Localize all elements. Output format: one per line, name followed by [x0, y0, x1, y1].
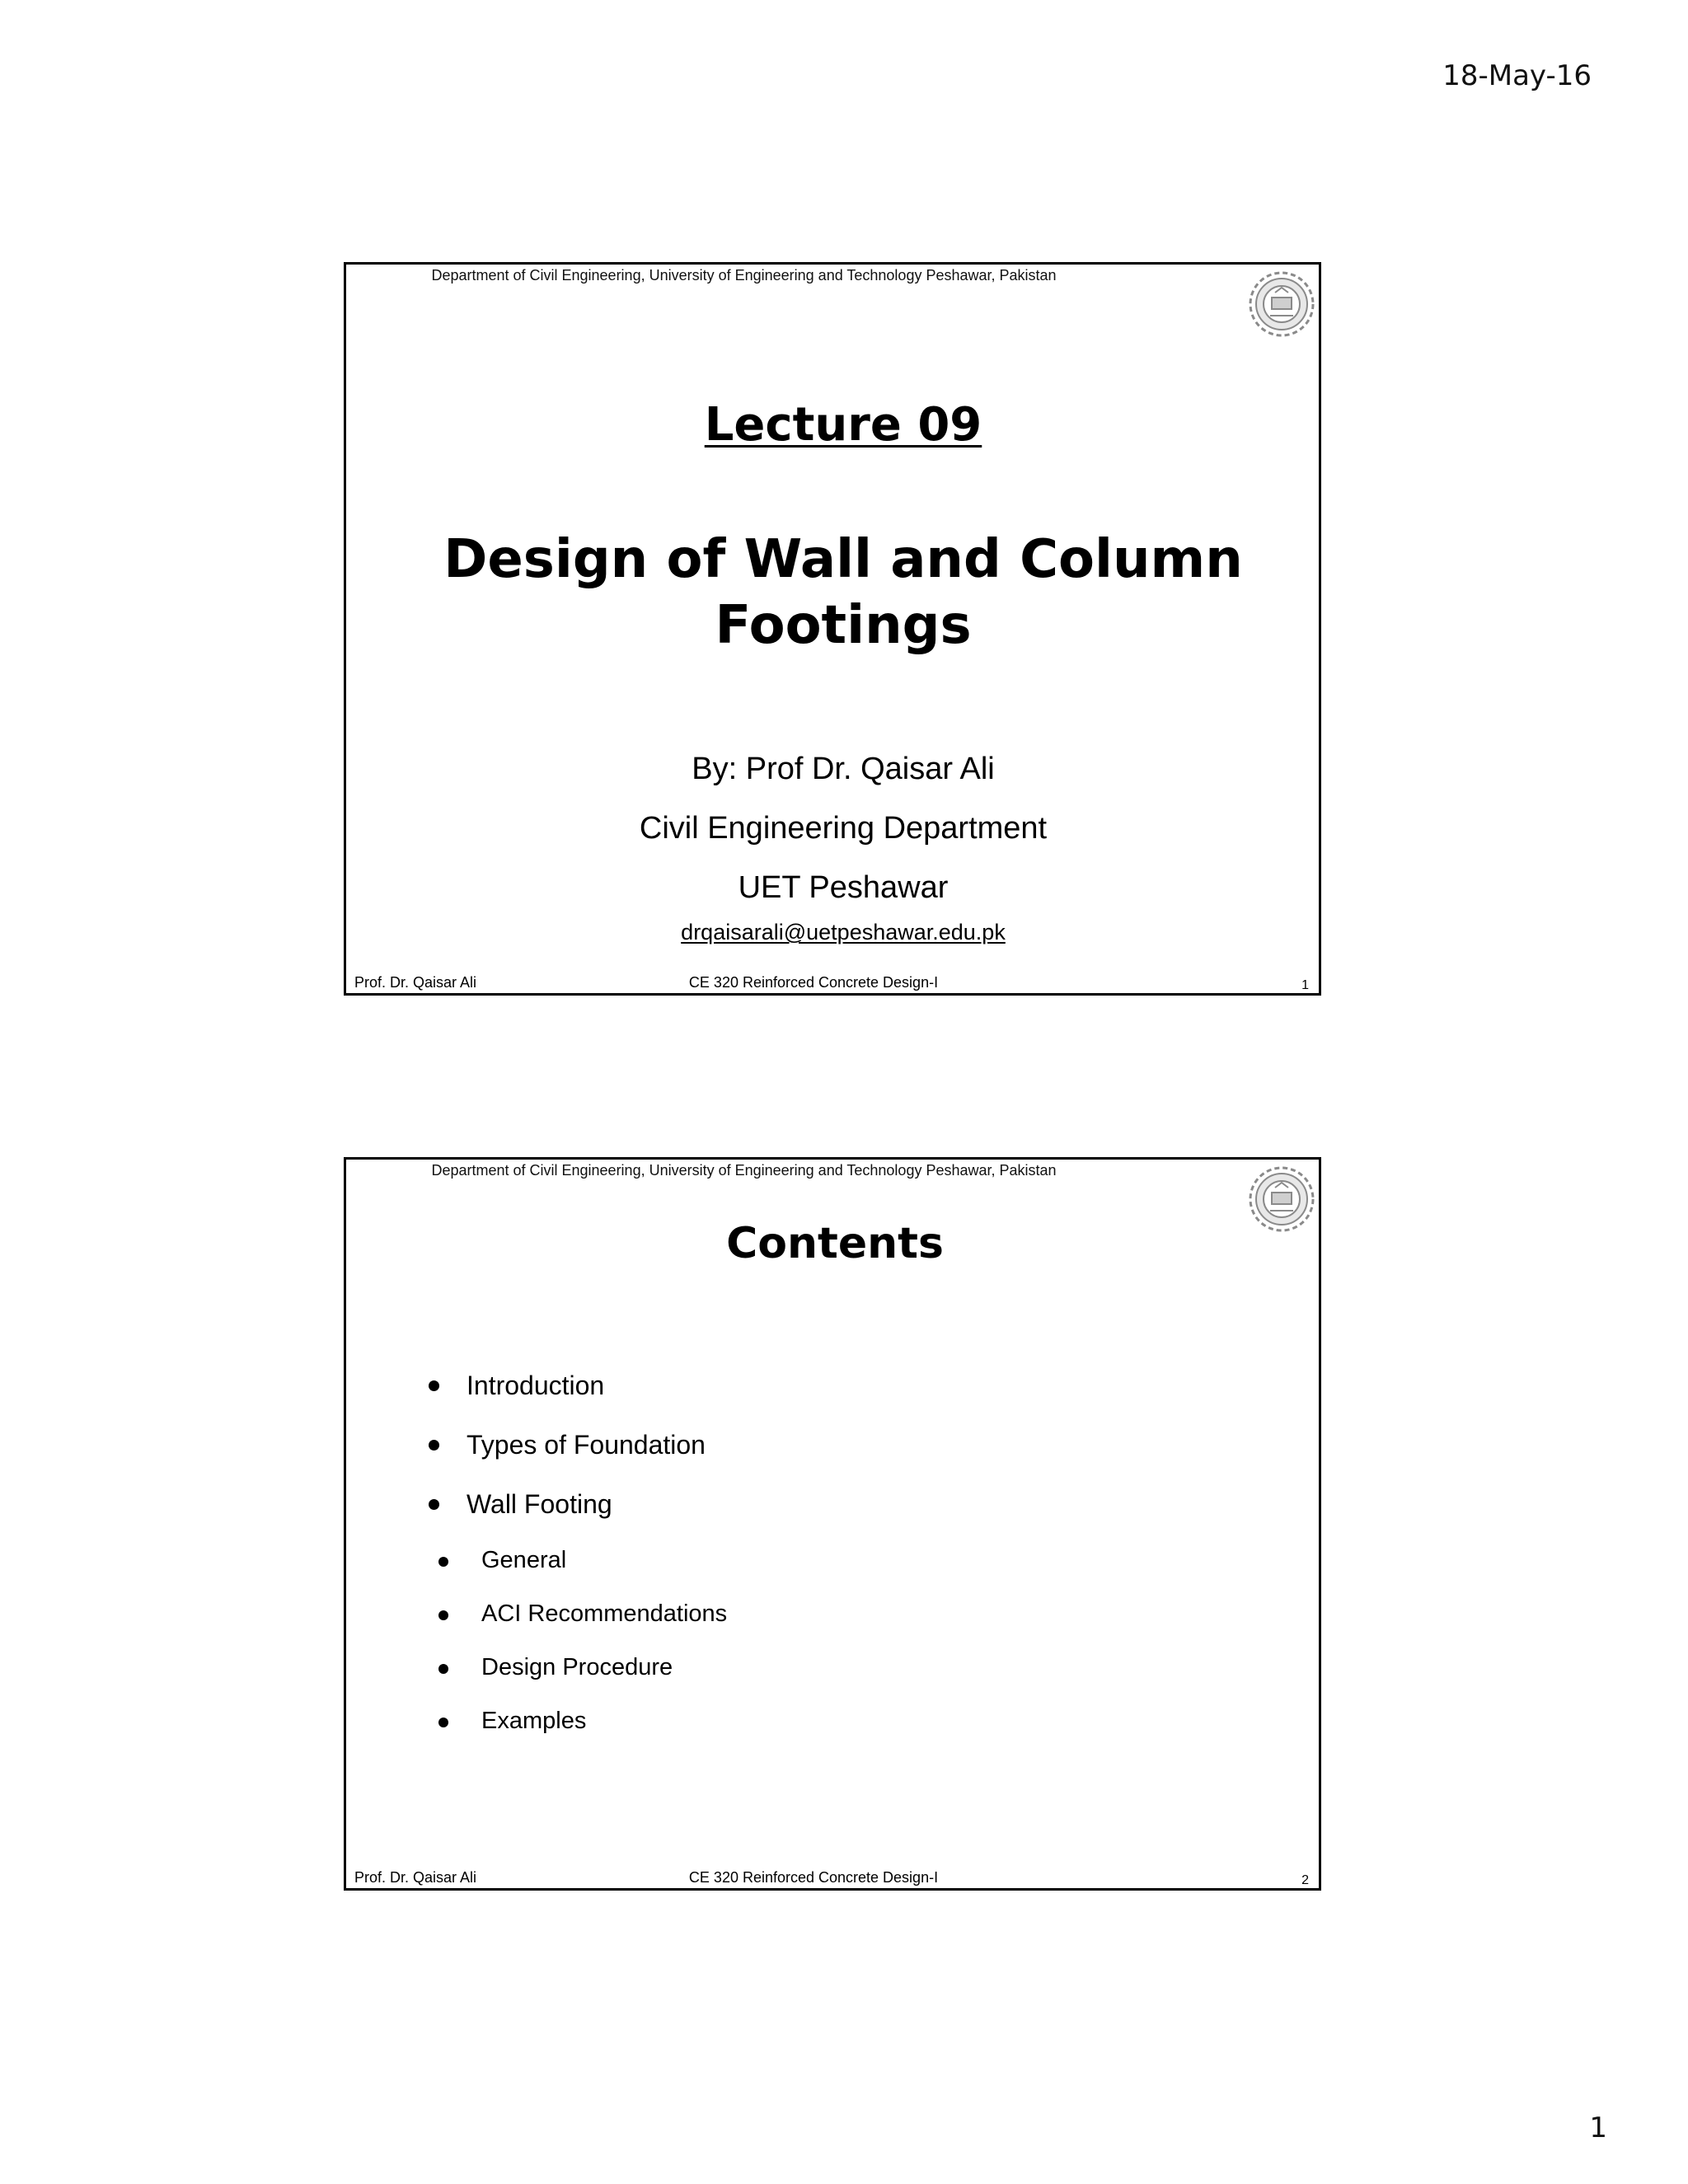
author-name: By: Prof Dr. Qaisar Ali [692, 752, 995, 786]
lecture-title-line-1: Design of Wall and Column [443, 529, 1243, 590]
slide-1 [344, 262, 1321, 996]
contents-subitem: Examples [438, 1694, 727, 1748]
page-date: 18-May-16 [1442, 59, 1592, 92]
page-number: 1 [1589, 2111, 1607, 2144]
slide-footer-author: Prof. Dr. Qaisar Ali [354, 1869, 477, 1886]
contents-item: Introduction [429, 1356, 727, 1415]
contents-item: Wall Footing [429, 1474, 727, 1534]
contents-subitem: General [438, 1534, 727, 1587]
contents-sublist [429, 1534, 727, 1748]
author-email-link[interactable]: drqaisarali@uetpeshawar.edu.pk [681, 920, 1006, 944]
slide-footer-course: CE 320 Reinforced Concrete Design-I [688, 1869, 939, 1886]
slide-number: 1 [1301, 978, 1309, 992]
contents-sublist-container [429, 1534, 727, 1748]
contents-subitem: ACI Recommendations [438, 1587, 727, 1641]
lecture-number: Lecture 09 [704, 398, 982, 452]
slide-header: Department of Civil Engineering, University of Engineering and Technology Peshawar, Pakistan [431, 267, 1057, 284]
slide-footer-author: Prof. Dr. Qaisar Ali [354, 974, 477, 991]
contents-item: Types of Foundation [429, 1415, 727, 1474]
contents-list [429, 1356, 727, 1748]
author-department: Civil Engineering Department [639, 811, 1048, 846]
slide-footer-course: CE 320 Reinforced Concrete Design-I [688, 974, 939, 991]
contents-subitem: Design Procedure [438, 1641, 727, 1694]
slide-header: Department of Civil Engineering, University of Engineering and Technology Peshawar, Pakistan [431, 1162, 1057, 1179]
author-university: UET Peshawar [738, 870, 949, 905]
author-block [354, 739, 1332, 950]
slide-2 [344, 1157, 1321, 1891]
contents-title: Contents [726, 1219, 944, 1268]
university-seal-icon [1247, 269, 1316, 339]
lecture-title-line-2: Footings [715, 595, 972, 656]
lecture-title [354, 527, 1332, 658]
slide-number: 2 [1301, 1873, 1309, 1887]
